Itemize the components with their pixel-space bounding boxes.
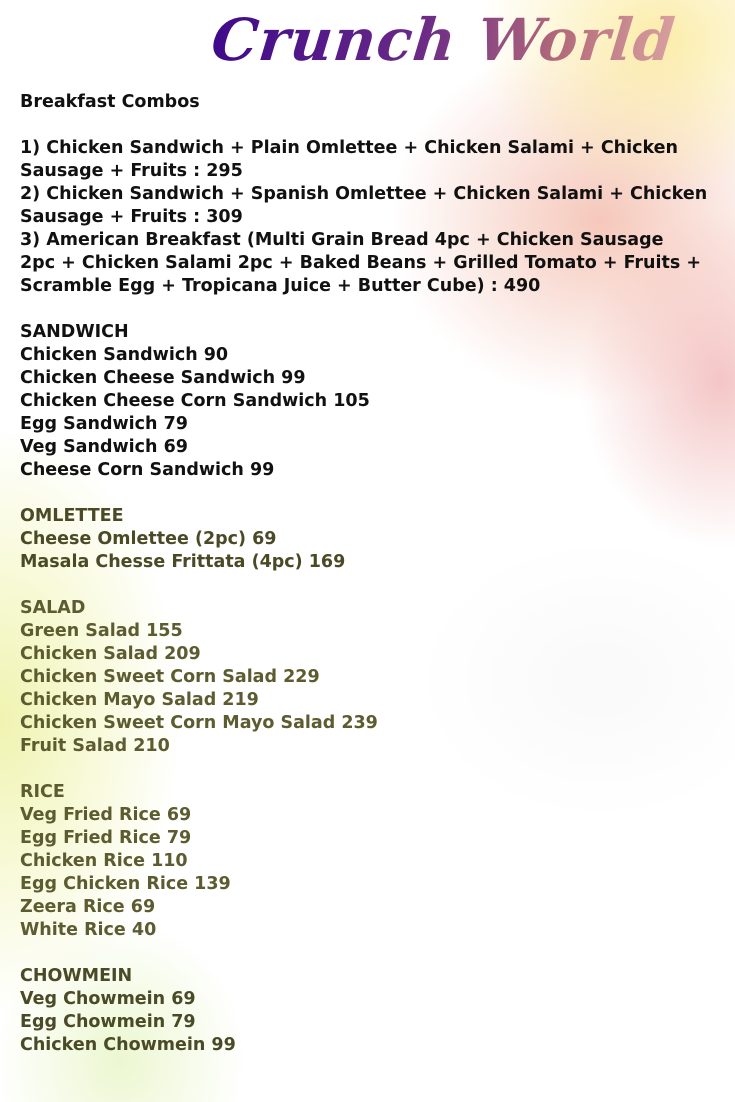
menu-item: Cheese Omlettee (2pc) 69 — [20, 529, 277, 549]
menu-item: Chicken Sweet Corn Mayo Salad 239 — [20, 713, 378, 733]
salad-heading: SALAD — [20, 598, 86, 618]
menu-item: Chicken Rice 110 — [20, 851, 188, 871]
menu-item: Chicken Sandwich 90 — [20, 345, 229, 365]
menu-item: Zeera Rice 69 — [20, 897, 156, 917]
breakfast-line: Scramble Egg + Tropicana Juice + Butter Cube) : 490 — [20, 276, 541, 296]
spacer — [20, 298, 720, 321]
menu-item: Fruit Salad 210 — [20, 736, 170, 756]
breakfast-line: Sausage + Fruits : 295 — [20, 161, 243, 181]
menu-item: Masala Chesse Frittata (4pc) 169 — [20, 552, 346, 572]
menu-item: Veg Sandwich 69 — [20, 437, 188, 457]
menu-item: White Rice 40 — [20, 920, 157, 940]
brand-title: Crunch World — [208, 6, 679, 74]
spacer — [20, 114, 720, 137]
menu-item: Egg Chicken Rice 139 — [20, 874, 231, 894]
spacer — [20, 574, 720, 597]
menu-item: Chicken Chowmein 99 — [20, 1035, 236, 1055]
menu-item: Chicken Mayo Salad 219 — [20, 690, 259, 710]
chowmein-heading: CHOWMEIN — [20, 966, 133, 986]
menu-item: Chicken Sweet Corn Salad 229 — [20, 667, 320, 687]
breakfast-line: 3) American Breakfast (Multi Grain Bread 4pc + Chicken Sausage — [20, 230, 664, 250]
breakfast-heading: Breakfast Combos — [20, 92, 200, 112]
menu-list — [20, 91, 720, 1057]
sandwich-heading: SANDWICH — [20, 322, 129, 342]
breakfast-line: 2) Chicken Sandwich + Spanish Omlettee + Chicken Salami + Chicken — [20, 184, 708, 204]
spacer — [20, 942, 720, 965]
omlettee-heading: OMLETTEE — [20, 506, 124, 526]
menu-item: Green Salad 155 — [20, 621, 183, 641]
menu-item: Chicken Cheese Sandwich 99 — [20, 368, 306, 388]
breakfast-line: 2pc + Chicken Salami 2pc + Baked Beans + Grilled Tomato + Fruits + — [20, 253, 702, 273]
breakfast-line: 1) Chicken Sandwich + Plain Omlettee + Chicken Salami + Chicken — [20, 138, 678, 158]
menu-item: Veg Fried Rice 69 — [20, 805, 192, 825]
spacer — [20, 482, 720, 505]
menu-item: Egg Sandwich 79 — [20, 414, 188, 434]
menu-item: Cheese Corn Sandwich 99 — [20, 460, 275, 480]
menu-item: Chicken Salad 209 — [20, 644, 201, 664]
menu-item: Egg Chowmein 79 — [20, 1012, 196, 1032]
menu-item: Veg Chowmein 69 — [20, 989, 196, 1009]
breakfast-line: Sausage + Fruits : 309 — [20, 207, 243, 227]
menu-item: Chicken Cheese Corn Sandwich 105 — [20, 391, 370, 411]
rice-heading: RICE — [20, 782, 65, 802]
menu-item: Egg Fried Rice 79 — [20, 828, 192, 848]
spacer — [20, 758, 720, 781]
